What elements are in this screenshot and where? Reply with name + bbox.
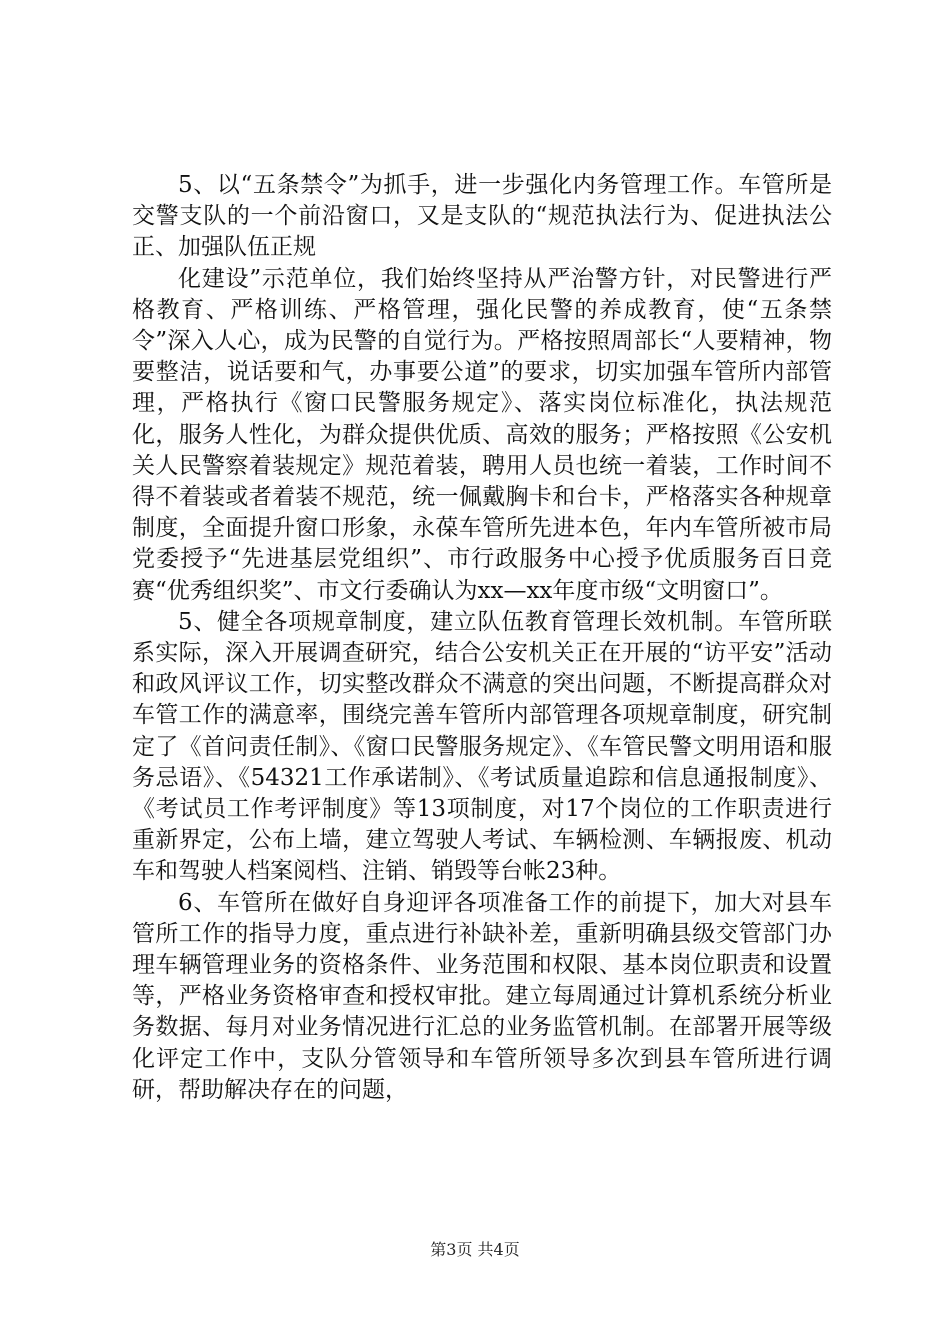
paragraph-2: 化建设”示范单位，我们始终坚持从严治警方针，对民警进行严格教育、严格训练、严格管理，强化民警的养成教育，使“五条禁令”深入人心，成为民警的自觉行为。严格按照周部长“人要精神，物要整洁，说话要和气，办事要公道”的要求，切实加强车管所内部管理，严格执行《窗口民警服务规定》、落实岗位标准化，执法规范化，服务人性化，为群众提供优质、高效的服务；严格按照《公安机关人民警察着装规定》规范着装，聘用人员也统一着装，工作时间不得不着装或者着装不规范，统一佩戴胸卡和台卡，严格落实各种规章制度，全面提升窗口形象，永葆车管所先进本色，年内车管所被市局党委授予“先进基层党组织”、市行政服务中心授予优质服务百日竞赛“优秀组织奖”、市文行委确认为xx—xx年度市级“文明窗口”。 [132,265,832,604]
paragraph-1: 5、以“五条禁令”为抓手，进一步强化内务管理工作。车管所是交警支队的一个前沿窗口，又是支队的“规范执法行为、促进执法公正、加强队伍正规 [132,172,832,261]
paragraph-4: 6、车管所在做好自身迎评各项准备工作的前提下，加大对县车管所工作的指导力度，重点进行补缺补差，重新明确县级交管部门办理车辆管理业务的资格条件、业务范围和权限、基本岗位职责和设置等，严格业务资格审查和授权审批。建立每周通过计算机系统分析业务数据、每月对业务情况进行汇总的业务监管机制。在部署开展等级化评定工作中，支队分管领导和车管所领导多次到县车管所进行调研，帮助解决存在的问题， [132,889,832,1103]
page-number-footer: 第3页 共4页 [430,1240,520,1259]
paragraph-3: 5、健全各项规章制度，建立队伍教育管理长效机制。车管所联系实际，深入开展调查研究，结合公安机关正在开展的“访平安”活动和政风评议工作，切实整改群众不满意的突出问题，不断提高群众对车管工作的满意率，围绕完善车管所内部管理各项规章制度，研究制定了《首问责任制》、《窗口民警服务规定》、《车管民警文明用语和服务忌语》、《54321工作承诺制》、《考试质量追踪和信息通报制度》、《考试员工作考评制度》等13项制度，对17个岗位的工作职责进行重新界定，公布上墙，建立驾驶人考试、车辆检测、车辆报废、机动车和驾驶人档案阅档、注销、销毁等台帐23种。 [132,608,832,885]
document-body [132,170,832,1106]
